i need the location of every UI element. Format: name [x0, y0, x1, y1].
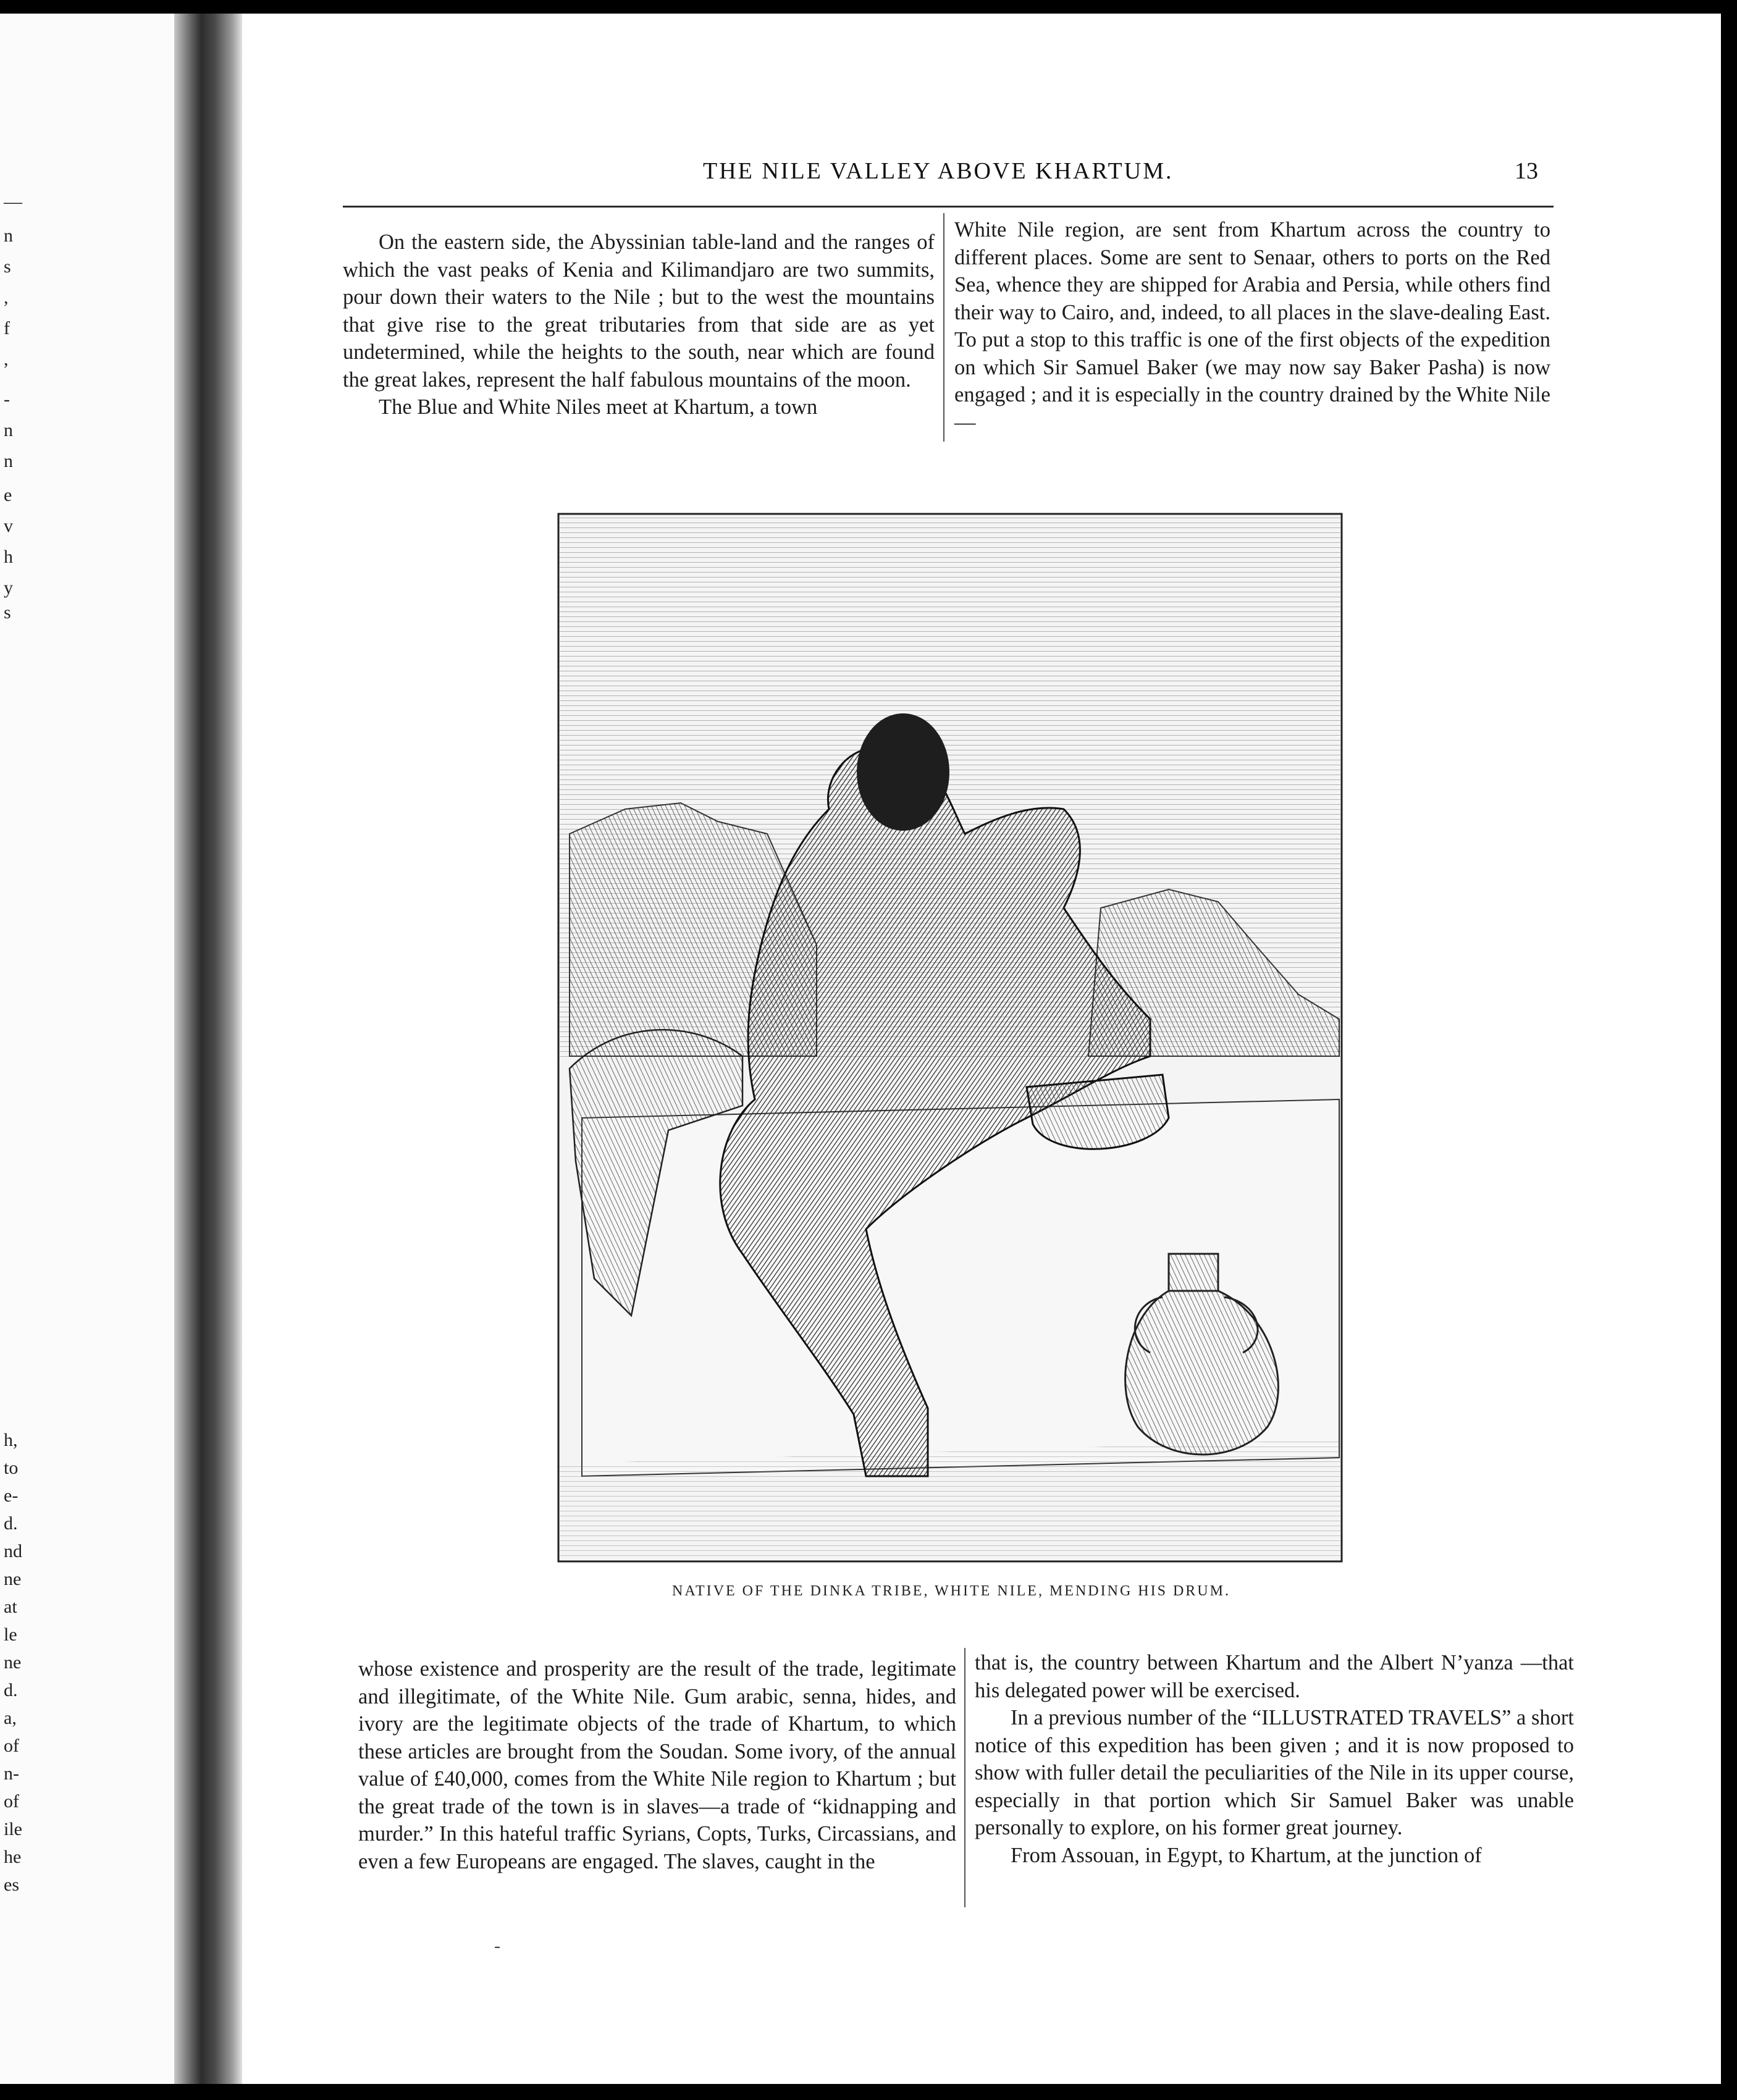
facing-page-fragment: y [4, 578, 13, 598]
drum [1027, 1075, 1169, 1149]
facing-page-fragment: he [4, 1847, 22, 1867]
facing-page-fragment: n- [4, 1763, 19, 1784]
facing-page [0, 14, 185, 2084]
scan-border-right [1721, 0, 1737, 2100]
paragraph: On the eastern side, the Abyssinian table-land and the ranges of which the vast peaks of Kenia and Kilimandjaro are two summits, pour down their waters to the Nile ; but to the west the mountains that give rise to the great tributaries from that side are as yet undetermined, while the heights to the south, near which are found the great lakes, represent the half fabulous mountains of the moon. [343, 230, 935, 392]
facing-page-fragment: ile [4, 1819, 22, 1839]
facing-page-fragment: , [4, 349, 9, 369]
scan-border-top [0, 0, 1737, 14]
column-divider [943, 213, 944, 442]
facing-page-fragment: of [4, 1791, 19, 1812]
scan-border-bottom [0, 2084, 1737, 2100]
facing-page-fragment: n [4, 225, 13, 246]
running-head: THE NILE VALLEY ABOVE KHARTUM. [703, 158, 1174, 184]
facing-page-fragment: s [4, 602, 11, 623]
figure-caption: NATIVE OF THE DINKA TRIBE, WHITE NILE, MENDING HIS DRUM. [672, 1583, 1230, 1599]
facing-page-fragment: v [4, 516, 13, 536]
facing-page-fragment: f [4, 318, 10, 338]
facing-page-fragment: e- [4, 1485, 19, 1506]
bottom-right-column [975, 1649, 1574, 1869]
facing-page-fragment: ne [4, 1569, 22, 1589]
facing-page-fragment: at [4, 1597, 17, 1617]
dinka-engraving-illustration [557, 513, 1343, 1563]
paragraph: In a previous number of the “ILLUSTRATED TRAVELS” a short notice of this expedition has been given ; and it is now proposed to show with fuller detail the peculiarities of the Nile in its upper course, especially in that portion which Sir Samuel Baker was unable personally to explore, on his former great journey. [975, 1706, 1574, 1839]
facing-page-fragment: h, [4, 1430, 18, 1450]
facing-page-fragment: es [4, 1875, 19, 1895]
paragraph: The Blue and White Niles meet at Khartum, a town [379, 395, 818, 419]
paragraph: that is, the country between Khartum and the Albert N’yanza —that his delegated power will be exercised. [975, 1651, 1574, 1702]
paragraph: White Nile region, are sent from Khartum across the country to different places. Some are sent to Senaar, others to ports on the Red Sea, whence they are shipped for Arabia and Persia, while others find their way to Cairo, and, indeed, to all places in the slave-dealing East. To put a stop to this traffic is one of the first objects of the expedition on which Sir Samuel Baker (we may now say Baker Pasha) is now engaged ; and it is especially in the country drained by the White Nile— [954, 218, 1550, 434]
column-divider [964, 1648, 965, 1907]
facing-page-fragment: — [4, 191, 22, 212]
paragraph: whose existence and prosperity are the result of the trade, legitimate and illegitimate, of the White Nile. Gum arabic, senna, hides, and ivory are the legitimate objects of the trade of Khartum, to which these articles are brought from the Soudan. Some ivory, of the annual value of £40,000, comes from the White Nile region to Khartum ; but the great trade of the town is in slaves—a trade of “kidnapping and murder.” In this hateful traffic Syrians, Copts, Turks, Circassians, and even a few Europeans are engaged. The slaves, caught in the [358, 1657, 956, 1873]
facing-page-fragment: , [4, 287, 9, 308]
facing-page-fragment: d. [4, 1513, 18, 1534]
facing-page-fragment: s [4, 256, 11, 277]
book-gutter [174, 14, 242, 2084]
figure-head [857, 713, 949, 831]
bottom-left-column [358, 1655, 956, 1875]
paragraph: From Assouan, in Egypt, to Khartum, at the junction of [1011, 1843, 1482, 1867]
facing-page-fragment: le [4, 1624, 17, 1645]
facing-page-fragment: h [4, 547, 13, 567]
facing-page-fragment: to [4, 1458, 19, 1478]
facing-page-fragment: d. [4, 1680, 18, 1700]
facing-page-fragment: n [4, 451, 13, 471]
top-left-column [343, 229, 935, 421]
facing-page-fragment: of [4, 1736, 19, 1756]
facing-page-fragment: e [4, 485, 12, 505]
facing-page-fragment: - [4, 389, 10, 410]
facing-page-fragment: ne [4, 1652, 22, 1673]
stray-mark: - [494, 1936, 500, 1956]
top-right-column [954, 216, 1550, 436]
page-number: 13 [1515, 158, 1538, 184]
facing-page-fragment: a, [4, 1708, 17, 1728]
facing-page-fragment: nd [4, 1541, 22, 1561]
header-rule [343, 206, 1554, 208]
facing-page-fragment: n [4, 420, 13, 440]
